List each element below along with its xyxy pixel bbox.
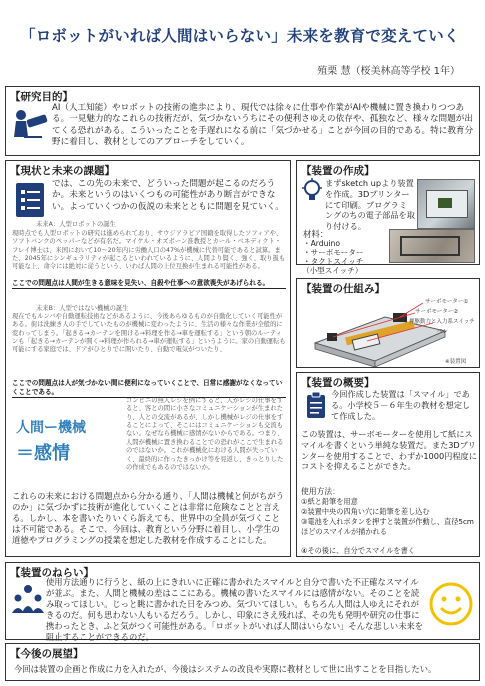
caseA-body: 現時点でも人型ロボットの研究は進められており、サウジアラビア国籍を取得したソフィアや、ソフトバンクのペッパーなどが有名だ。マイケル・オズボーン准教授とカール・ベネディクト・フレイ博士は、米国において10〜20年内に労働人口の47%が機械に代替可能であると試算。また、2045年にシンギュラリティが起こるといわれているように、人間より賢く、強く、取り扱も可能な上、命令には絶対に従うという、いわば人間の上位互換が生まれる可能性がある。: [12, 230, 286, 271]
caseB-highlight: ここでの問題点は人が気づかない間に便利になっていくことで、日常に感謝がなくなっていくことである。: [12, 379, 286, 398]
smiley-icon: [428, 581, 474, 627]
usage-2: ②装置中央の四角い穴に鉛筆を差し込む: [301, 507, 430, 516]
lightbulb-icon: [301, 178, 323, 204]
clipboard-icon: [305, 391, 327, 419]
device-make-heading: 【装置の作成】: [301, 165, 375, 177]
author-line: 殖栗 慧（桜美林高等学校 1年）: [317, 66, 460, 77]
section-device-make: [296, 160, 480, 265]
document-list-icon: [14, 181, 46, 219]
usage-4: ④その後に、自分でスマイルを書く: [301, 546, 415, 555]
mech-label-3: 押駆動力と入力系スイッチ: [409, 319, 475, 325]
purpose-text: AI（人工知能）やロボットの技術の進歩により、現代では徐々に仕事や作業がAIや機械に置き換わりつつある。一見魅力的なこれらの技術だが、気づかないうちにその便利さゆえの依存や、孤独など、様々な問題が出てくる恐れがある。こういったことを手遅れになる前に「気づかせる」ことが今回の目的である。特に教育分野に着目し、教材としてのアプローチをしていく。: [52, 103, 474, 148]
materials-label: 材料：: [303, 229, 329, 239]
material-3: ・タクトスイッチ: [303, 257, 364, 266]
aim-heading: 【装置のねらい】: [10, 567, 94, 579]
device-photo-2: [389, 229, 475, 263]
current-intro: では、この先の未来で、どういった問題が起こるのだろうか。未来というのはいくつもの可能性があり断言ができない。よっていくつかの仮説の未来とともに問題を見ていく。: [52, 179, 284, 212]
mech-label-4: ペン: [437, 329, 449, 335]
material-2: ・サーボモーター: [303, 248, 364, 257]
mech-label-2: サーボモーター②: [415, 309, 459, 315]
formula-line1: 人間ー機械: [16, 420, 86, 436]
aim-text: 使用方法通りに行うと、紙の上にきれいに正確に書かれたスマイルと自分で書いた不正確なスマイルが並ぶ。また、人間と機械の差はここにある。機械の書いたスマイルには感情がない。そのことを読み取ってほしい。じっと眺に書かれた日をみつめ、気づいてほしい。もちろん人間は人ゆえにそれがきるのだ。何も思わない人もいるだろう。しかし、印象にさえ残れば、その先も発明や研究の仕事に携わったとき、ふと気がつく可能性がある。「ロボットがいれば人間はいらない」そんな悲しい未来を阻止することができるのだ。: [46, 577, 424, 642]
usage-3: ③電池を入れボタンを押すと装置が作動し、直径5cmほどのスマイルが描かれる: [301, 517, 474, 536]
section-current: [5, 160, 291, 557]
section-aim: [5, 562, 480, 640]
caseA-title: 未来A：人型ロボットの誕生: [36, 221, 116, 228]
material-1: ・Arduino: [303, 239, 340, 248]
mech-label-1: サーボモーター①: [425, 299, 469, 305]
material-4: （小型スイッチ）: [302, 266, 363, 275]
overview-heading: 【装置の概要】: [301, 377, 375, 389]
caseB-body2: コンビニの無人レジを例にすると、人がレジの仕事をすると、客との間に小さなコミュニケーションが生まれたり、人との交流があるが、しかし機械がレジの仕事をすることによって、そこにはコミュニケーションも交流もない。なぜなら機械に感情がないからである。つまり、人間が機械に置き換わることでの恐れがここで生まれるのではないか。これが機械化における人間が失っていく、最終的に作ったきっかけ等を見返し、きっとりしたの作成でもあるのではないか。: [126, 397, 284, 471]
purpose-heading: 【研究目的】: [10, 91, 73, 103]
overview-text2: この装置は、サーボモーターを使用して紙にスマイルを書くという単純な装置だ。また3Dプリンターを使用することで、わずか1000円程度にコストを抑えることができた。: [301, 429, 477, 472]
current-conclusion: これらの未来における問題点から分かる通り、「人間は機械と何がちがうのか」に気づかずに技術が進化していくことは非常に危険なことと言える。しかし、本を書いたりいくら訴えても、世界中の全員が気づくことは不可能である。そこで、今回は、教育という分野に着目し、小学生の道徳やプログラミングの授業を想定した教材を作成することにした。: [12, 491, 285, 546]
section-device-mech: [296, 278, 480, 368]
device-photo: [417, 179, 475, 229]
usage-label: 使用方法：: [301, 487, 340, 496]
caseA-highlight: ここでの問題点は人間が生きる意味を見失い、自殺や仕事への意欲喪失があげられる。: [12, 279, 286, 289]
current-heading: 【現状と未来の課題】: [10, 165, 115, 177]
device-make-text: まずsketch upより装置を作成。3Dプリンターにて印刷。プログラミングのちの電子部品を取り付ける。: [325, 178, 415, 232]
section-overview: [296, 372, 480, 557]
section-purpose: [5, 86, 480, 156]
overview-text1: 今回作成した装置は「スマイル」である。小学校５－６年生の教材を想定して作成した。: [331, 389, 471, 421]
people-icon: [12, 583, 44, 615]
poster-title: 「ロボットがいれば人間はいらない」未来を教育で変えていく: [20, 27, 460, 45]
usage-1: ①紙と鉛筆を用意: [301, 497, 358, 506]
future-heading: 【今後の展望】: [10, 648, 84, 660]
mech-caption: ※装置図: [445, 359, 467, 365]
caseB-title: 未来B：人型ではない機械の誕生: [36, 305, 129, 312]
section-future: [5, 643, 480, 681]
device-mech-heading: 【装置の仕組み】: [301, 283, 385, 295]
caseB-body: 現在でもルンバや自動運転技術などがあるように、今後あらゆるものが自動化していく可能性がある。街は洗練き人の手でしていたものが機械に変わったように、生活の様々な作業が全般的に変わってしまう。「起きる→カーテンを開ける→料理を作る→車を運転する」という朝のルーティンも「起きる→カーテンが開く→料理が作られる→車が運転する」というように。家の自動運転も可能にする家庭では、ドアがひとりでに開いたり、自動で電気がついたり、: [12, 313, 286, 354]
telescope-icon: [12, 107, 50, 143]
future-text: 今回は装置の企画と作成に力を入れたが、今後はシステムの改良や実際に教材として世に出すことを目指したい。: [14, 664, 437, 674]
formula-box: [16, 411, 116, 471]
formula-line2: ＝感情: [16, 443, 70, 464]
